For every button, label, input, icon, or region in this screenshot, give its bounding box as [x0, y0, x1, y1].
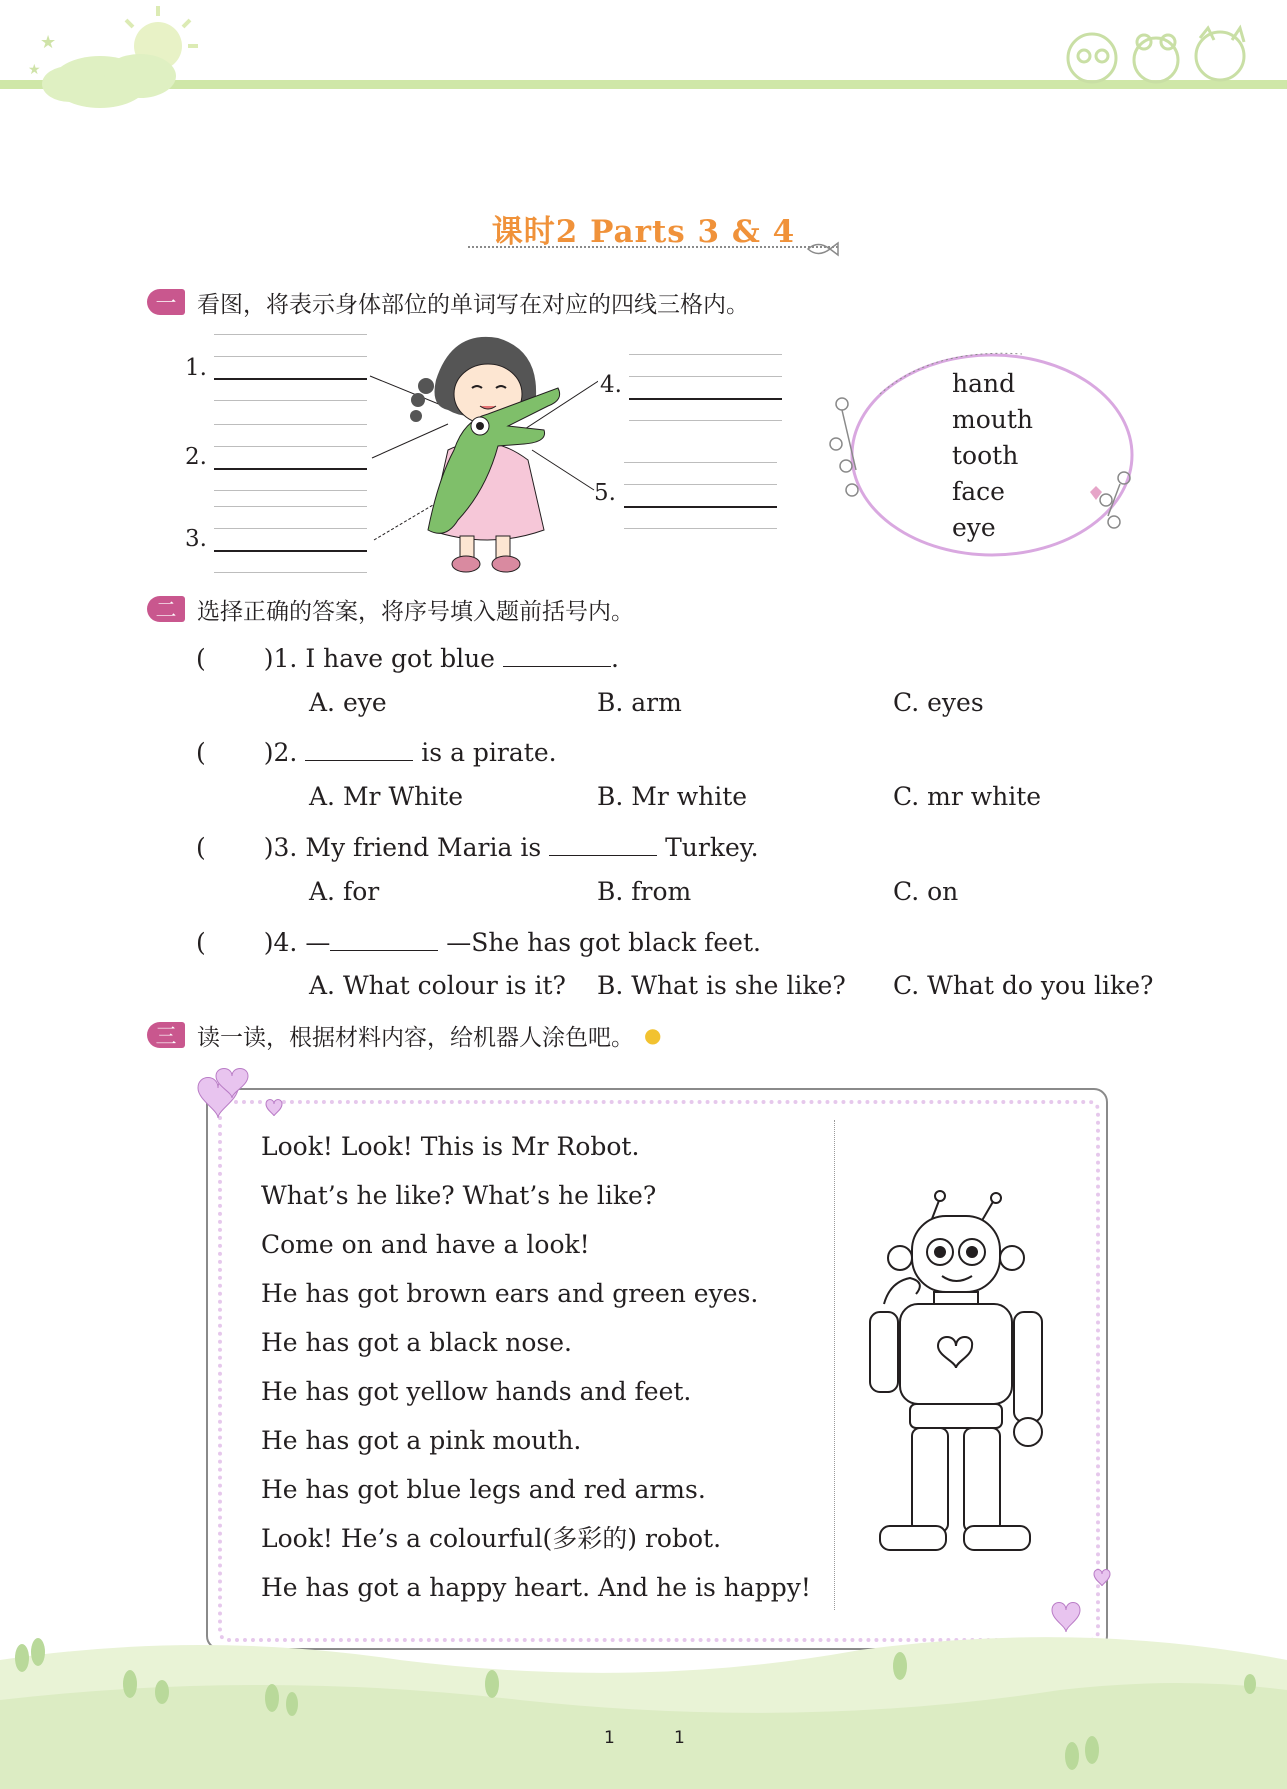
reading-line: He has got brown ears and green eyes.	[261, 1279, 759, 1308]
reading-line: He has got blue legs and red arms.	[261, 1475, 706, 1504]
reading-line: He has got a black nose.	[261, 1328, 572, 1357]
question-blank[interactable]	[503, 640, 611, 667]
reading-line: He has got a pink mouth.	[261, 1426, 582, 1455]
reading-line: Look! He’s a colourful(多彩的) robot.	[261, 1524, 722, 1553]
reading-line: What’s he like? What’s he like?	[261, 1181, 657, 1210]
page-number-right: 1	[674, 1728, 685, 1748]
hills-decoration	[0, 1620, 1287, 1789]
question-blank[interactable]	[305, 734, 413, 761]
section1-badge: 一	[147, 289, 185, 315]
option-b[interactable]: B. arm	[597, 688, 682, 717]
reading-line: Come on and have a look!	[261, 1230, 590, 1259]
option-c[interactable]: C. What do you like?	[893, 971, 1154, 1000]
section3-badge: 三	[147, 1022, 185, 1048]
section1-instruction: 看图，将表示身体部位的单词写在对应的四线三格内。	[197, 291, 749, 318]
label-4: 4.	[600, 372, 622, 398]
section1-heading	[147, 282, 749, 322]
question-2: ( )2. is a pirate.	[196, 734, 557, 769]
label-3: 3.	[185, 526, 207, 552]
frame-divider	[834, 1120, 835, 1610]
option-b[interactable]: B. Mr white	[597, 782, 748, 811]
lesson-title: 课时2 Parts 3 & 4	[491, 214, 796, 250]
word-bank-item: face	[952, 477, 1005, 506]
reading-text	[261, 1122, 811, 1612]
word-bank-item: mouth	[952, 405, 1034, 434]
option-a[interactable]: A. What colour is it?	[309, 971, 566, 1000]
reading-line: Look! Look! This is Mr Robot.	[261, 1132, 640, 1161]
page-number-left: 1	[604, 1728, 615, 1748]
option-c[interactable]: C. eyes	[893, 688, 984, 717]
question-3: ( )3. My friend Maria is Turkey.	[196, 829, 759, 864]
section2-heading	[147, 589, 634, 629]
word-bank-item: tooth	[952, 441, 1019, 470]
svg-text:★: ★	[28, 62, 41, 78]
word-bank	[952, 366, 1033, 546]
section2-badge: 二	[147, 596, 185, 622]
title-underline	[468, 246, 838, 248]
section3-heading	[147, 1015, 661, 1055]
label-1: 1.	[185, 355, 207, 381]
word-bank-item: eye	[952, 513, 996, 542]
label-2: 2.	[185, 444, 207, 470]
question-blank[interactable]	[330, 924, 438, 951]
option-a[interactable]: A. eye	[309, 688, 387, 717]
option-a[interactable]: A. Mr White	[309, 782, 464, 811]
word-bank-item: hand	[952, 369, 1016, 398]
reading-line: He has got a happy heart. And he is happy!	[261, 1573, 811, 1602]
lightbulb-icon: ●	[644, 1023, 662, 1047]
animal-faces-decoration	[1060, 20, 1260, 90]
question-1: ( )1. I have got blue .	[196, 640, 619, 675]
question-4: ( )4. — —She has got black feet.	[196, 924, 761, 959]
option-c[interactable]: C. on	[893, 877, 959, 906]
girl-crocodile-illustration	[368, 330, 598, 580]
reading-line: He has got yellow hands and feet.	[261, 1377, 692, 1406]
question-blank[interactable]	[549, 829, 657, 856]
label-5: 5.	[594, 480, 616, 506]
option-b[interactable]: B. from	[597, 877, 692, 906]
option-c[interactable]: C. mr white	[893, 782, 1042, 811]
option-b[interactable]: B. What is she like?	[597, 971, 846, 1000]
option-a[interactable]: A. for	[309, 877, 380, 906]
section3-instruction: 读一读，根据材料内容，给机器人涂色吧。	[197, 1024, 634, 1051]
svg-text:★: ★	[40, 32, 57, 53]
sun-cloud-decoration	[0, 0, 240, 120]
robot-illustration[interactable]	[860, 1186, 1070, 1566]
section2-instruction: 选择正确的答案，将序号填入题前括号内。	[197, 598, 634, 625]
fish-icon	[806, 238, 842, 260]
